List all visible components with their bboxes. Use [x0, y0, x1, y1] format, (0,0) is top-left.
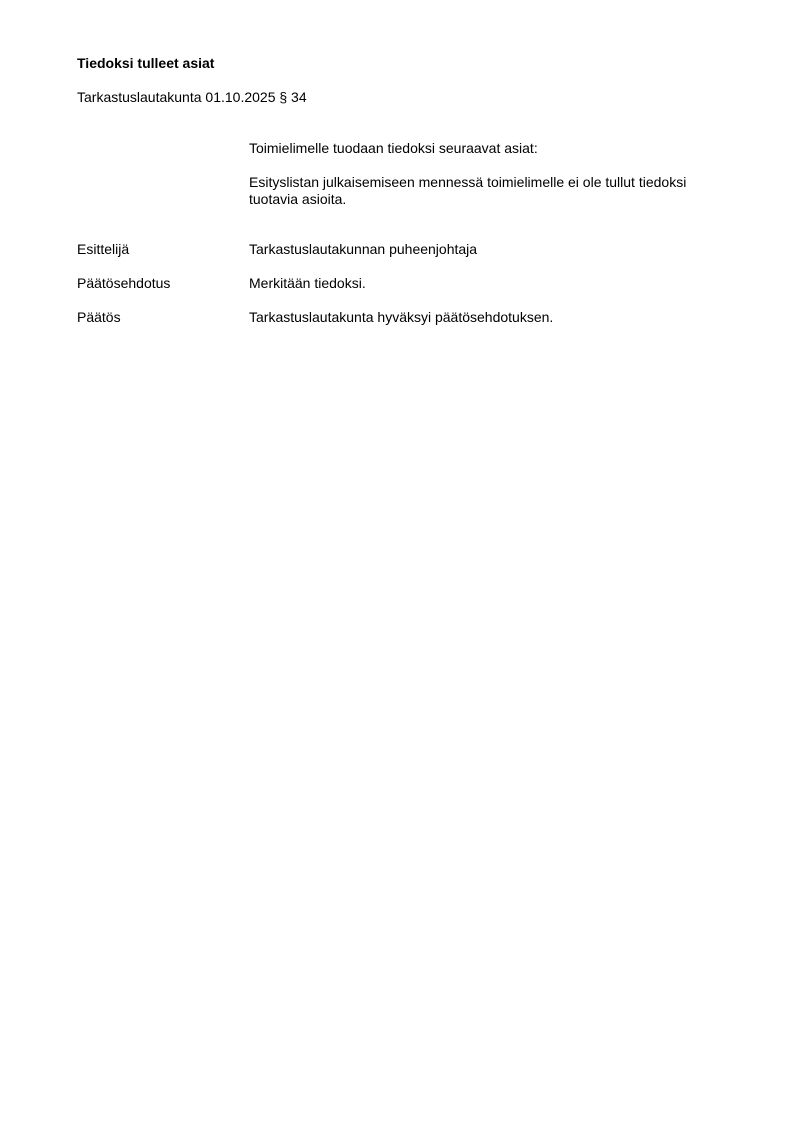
- intro-text: Toimielimelle tuodaan tiedoksi seuraavat asiat:: [249, 140, 538, 156]
- presenter-row: [77, 241, 737, 258]
- decision-row: [77, 309, 737, 326]
- body-text: Esityslistan julkaisemiseen mennessä toimielimelle ei ole tullut tiedoksi tuotavia asioita.: [249, 174, 687, 207]
- decision-value: Tarkastuslautakunta hyväksyi päätösehdotuksen.: [249, 309, 554, 325]
- document-title: Tiedoksi tulleet asiat: [77, 55, 215, 71]
- proposal-value: Merkitään tiedoksi.: [249, 275, 366, 291]
- presenter-value: Tarkastuslautakunnan puheenjohtaja: [249, 241, 478, 257]
- meeting-reference: Tarkastuslautakunta 01.10.2025 § 34: [77, 89, 307, 105]
- decision-label: Päätös: [77, 309, 121, 325]
- proposal-row: [77, 275, 737, 292]
- presenter-label: Esittelijä: [77, 241, 130, 257]
- proposal-label: Päätösehdotus: [77, 275, 171, 291]
